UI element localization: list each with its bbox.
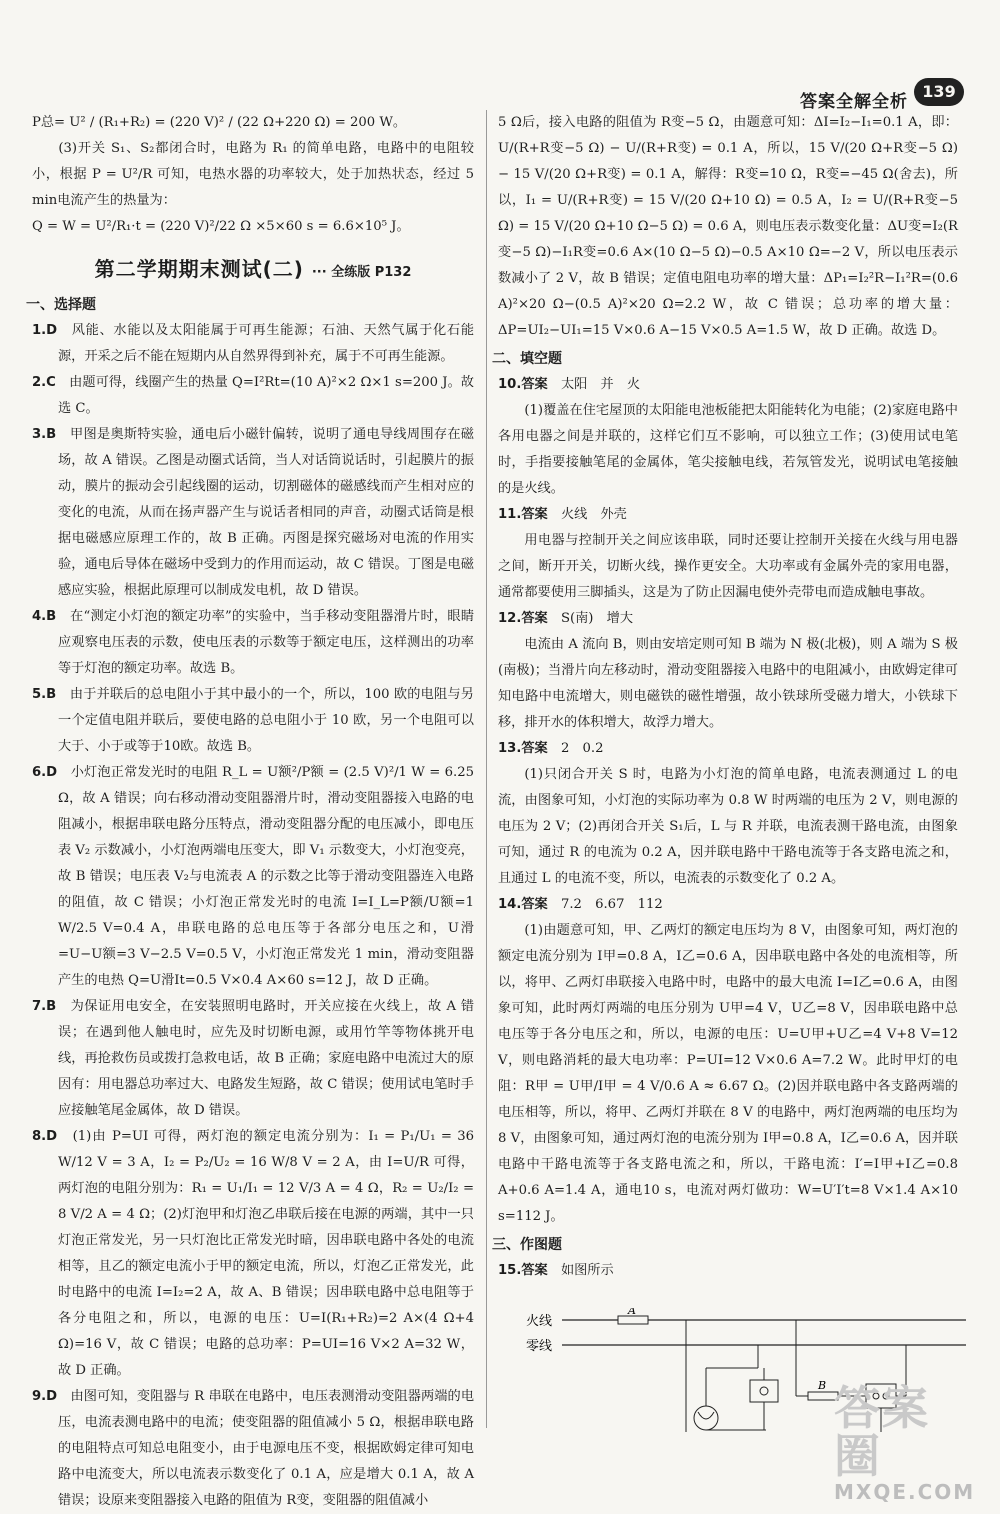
question-3 — [32, 422, 474, 604]
explanation: 为保证用电安全，在安装照明电路时，开关应接在火线上，故 A 错误；在遇到他人触电时，应先及时切断电源，或用竹竿等物体挑开电线，再抢救伤员或拨打急救电话，故 B 正确；家庭电路中电流过大的原因有：用电器总功率过大、电路发生短路，故 C 错误；使用试电笔时手应接触笔尾金属体，故 D 错误。 — [58, 999, 475, 1118]
explanation-14: (1)由题意可知，甲、乙两灯的额定电压均为 8 V，由图象可知，两灯泡的额定电流分别为 I甲=0.8 A，I乙=0.6 A，因串联电路中各处的电流相等，所以，将甲、乙两灯串联接入电路中时，电路中的最大电流 I=I乙=0.6 A，由图象可知，此时两灯两端的电压分别为 U甲=4 V，U乙=8 V，因串联电路中总电压等于各分电压之和，所以，电源的电压：U=U甲+U乙=4 V+8 V=12 V，则电路消耗的最大电功率：P=UI=12 V×0.6 A=7.2 W。此时甲灯的电阻：R甲 = U甲/I甲 = 4 V/0.6 A ≈ 6.67 Ω。(2)因并联电路中各支路两端的电压相等，所以，将甲、乙两灯并联在 8 V 的电路中，两灯泡两端的电压均为 8 V，由图象可知，通过两灯泡的电流分别为 I甲=0.8 A，I乙=0.6 A，因并联电路中干路电流等于各支路电流之和，所以，干路电流：I′=I甲+I乙=0.8 A+0.6 A=1.4 A，通电10 s，电流对两灯做功：W=U′I′t=8 V×1.4 A×10 s=112 J。 — [498, 923, 958, 1224]
answer-label: 15.答案 — [498, 1263, 548, 1278]
question-number: 9.D — [32, 1389, 58, 1404]
question-6 — [32, 760, 474, 994]
explanation: 小灯泡正常发光时的电阻 R_L = U额²/P额 = (2.5 V)²/1 W = 6.25 Ω，故 A 错误；向右移动滑动变阻器滑片时，滑动变阻器接入电路的电阻减小，根据串联电路分压特点，滑动变阻器分配的电压减小，即电压表 V₂ 示数减小，小灯泡两端电压变大，即 V₁ 示数变大，小灯泡变亮，故 B 错误；电压表 V₂与电流表 A 的示数之比等于滑动变阻器连入电路的阻值，故 C 错误；小灯泡正常发光时的电流 I=I_L=P额/U额=1 W/2.5 V=0.4 A，串联电路的总电压等于各部分电压之和，U滑=U−U额=3 V−2.5 V=0.5 V，小灯泡正常发光 1 min，滑动变阻器产生的电热 Q=U滑It=0.5 V×0.4 A×60 s=12 J，故 D 正确。 — [58, 765, 475, 988]
explanation: 由题可得，线圈产生的热量 Q=I²Rt=(10 A)²×2 Ω×1 s=200 J。故选 C。 — [58, 375, 474, 416]
explanation: 甲图是奥斯特实验，通电后小磁针偏转，说明了通电导线周围存在磁场，故 A 错误。乙图是动圈式话筒，当人对话筒说话时，引起膜片的振动，膜片的振动会引起线圈的运动，切割磁体的磁感线而产生相对应的变化的电流，从而在扬声器产生与说话者相同的声音，动圈式话筒是根据电磁感应原理工作的，故 B 正确。丙图是探究磁场对电流的作用实验，通电后导体在磁场中受到力的作用而运动，故 C 错误。丁图是电磁感应实验，根据此原理可以制成发电机，故 D 错误。 — [58, 427, 474, 598]
fuse-b-label: B — [818, 1379, 827, 1392]
question-8 — [32, 1124, 474, 1384]
paragraph: (3)开关 S₁、S₂都闭合时，电路为 R₁ 的简单电路，电路中的电阻较小，根据 P = U²/R 可知，电热水器的功率较大，处于加热状态，经过 5 min电流产生的热量为： — [32, 141, 474, 208]
section-heading: 二、填空题 — [492, 351, 562, 367]
question-9 — [32, 1384, 474, 1514]
question-5 — [32, 682, 474, 760]
question-number: 1.D — [32, 323, 58, 338]
question-number: 6.D — [32, 765, 58, 780]
answer-value: 太阳 并 火 — [560, 377, 641, 392]
lamp-filament-icon — [698, 1412, 714, 1419]
answer-value: 7.2 6.67 112 — [560, 897, 663, 912]
formula-line: P总= U² / (R₁+R₂) = (220 V)² / (22 Ω+220 Ω) = 200 W。 — [32, 115, 407, 130]
neutral-wire-label: 零线 — [526, 1339, 553, 1354]
answer-label: 11.答案 — [498, 507, 548, 522]
explanation-10: (1)覆盖在住宅屋顶的太阳能电池板能把太阳能转化为电能；(2)家庭电路中各用电器之间是并联的，这样它们互不影响，可以独立工作；(3)使用试电笔时，手指要接触笔尾的金属体，笔尖接触电线，若氖管发光，说明试电笔接触的是火线。 — [498, 403, 958, 496]
switch-knob-icon — [760, 1387, 768, 1395]
switch-icon — [750, 1380, 778, 1402]
question-7 — [32, 994, 474, 1124]
answer-label: 14.答案 — [498, 897, 548, 912]
formula-line: Q = W = U²/R₁·t = (220 V)²/22 Ω ×5×60 s = 6.6×10⁵ J。 — [32, 219, 410, 234]
watermark-text: 答案圈 — [834, 1381, 930, 1483]
section-heading: 一、选择题 — [26, 297, 96, 313]
watermark-logo — [834, 1381, 976, 1504]
question-number: 7.B — [32, 999, 57, 1014]
explanation-13: (1)只闭合开关 S 时，电路为小灯泡的简单电路，电流表测通过 L 的电流，由图象可知，小灯泡的实际功率为 0.8 W 时两端的电压为 2 V，则电源的电压为 2 V；(2)再闭合开关 S₁后，L 与 R 并联，电流表测干路电流，由图象可知，通过 R 的电流为 0.2 A，因并联电路中干路电流等于各支路电流之和，且通过 L 的电流不变，所以，电流表的示数变化了 0.2 A。 — [498, 767, 958, 886]
page-number: 139 — [914, 78, 964, 106]
explanation: 由于并联后的总电阻小于其中最小的一个，所以，100 欧的电阻与另一个定值电阻并联后，要使电路的总电阻小于 10 欧，另一个电阻可以大于、小于或等于10欧。故选 B。 — [58, 687, 474, 754]
answer-value: S(南) 增大 — [560, 611, 634, 626]
answer-label: 12.答案 — [498, 611, 548, 626]
answer-11 — [498, 502, 958, 528]
question-9-continued: 5 Ω后，接入电路的阻值为 R变−5 Ω，由题意可知：ΔI=I₂−I₁=0.1 A，即：U/(R+R变−5 Ω) − U/(R+R变) = 0.1 A，所以，15 V/(20 Ω+R变−5 Ω) − 15 V/(20 Ω+R变) = 0.1 A，解得：R变=10 Ω，R变=−45 Ω(舍去)，所以，I₁ = U/(R+R变) = 15 V/(20 Ω+10 Ω) = 0.5 A，I₂ = U/(R+R变−5 Ω) = 15 V/(20 Ω+10 Ω−5 Ω) = 0.6 A，则电压表示数变化量：ΔU变=I₂(R变−5 Ω)−I₁R变=0.6 A×(10 Ω−5 Ω)−0.5 A×10 Ω=−2 V，所以电压表示数减小了 2 V，故 B 错误；定值电阻电功率的增大量：ΔP₁=I₂²R−I₁²R=(0.6 A)²×20 Ω−(0.5 A)²×20 Ω=2.2 W，故 C 错误；总功率的增大量：ΔP=UI₂−UI₁=15 V×0.6 A−15 V×0.5 A=1.5 W，故 D 正确。故选 D。 — [498, 115, 958, 338]
explanation: (1)由 P=UI 可得，两灯泡的额定电流分别为：I₁ = P₁/U₁ = 36 W/12 V = 3 A，I₂ = P₂/U₂ = 16 W/8 V = 2 A，由 I=U/R 可得，两灯泡的电阻分别为：R₁ = U₁/I₁ = 12 V/3 A = 4 Ω，R₂ = U₂/I₂ = 8 V/2 A = 4 Ω；(2)灯泡甲和灯泡乙串联后接在电源的两端，其中一只灯泡正常发光，另一只灯泡比正常发光时暗，因串联电路中各处的电流相等，且乙的额定电流小于甲的额定电流，所以，灯泡乙正常发光，此时电路中的电流 I=I₂=2 A，故 A、B 错误；因串联电路中总电阻等于各分电阻之和，所以，电源的电压：U=I(R₁+R₂)=2 A×(4 Ω+4 Ω)=16 V，故 C 错误；电路的总功率：P=UI=16 V×2 A=32 W，故 D 正确。 — [58, 1129, 474, 1378]
answer-value: 2 0.2 — [560, 741, 604, 756]
question-number: 8.D — [32, 1129, 58, 1144]
live-wire-label: 火线 — [526, 1314, 553, 1329]
explanation: 在“测定小灯泡的额定功率”的实验中，当手移动变阻器滑片时，眼睛应观察电压表的示数，使电压表的示数等于额定电压，这样测出的功率等于灯泡的额定功率。故选 B。 — [58, 609, 475, 676]
question-number: 2.C — [32, 375, 56, 390]
answer-label: 13.答案 — [498, 741, 548, 756]
answer-14 — [498, 892, 958, 918]
question-1 — [32, 318, 474, 370]
right-column — [492, 110, 958, 1284]
explanation-12: 电流由 A 流向 B，则由安培定则可知 B 端为 N 极(北极)，则 A 端为 S 极(南极)；当滑片向左移动时，滑动变阻器接入电路中的电阻减小，由欧姆定律可知电路中电流增大，则电磁铁的磁性增强，故小铁球所受磁力增大，小铁球下移，排开水的体积增大，故浮力增大。 — [498, 637, 958, 730]
answer-12 — [498, 606, 958, 632]
header-title: 答案全解全析 — [800, 92, 908, 112]
watermark-url: MXQE.COM — [834, 1480, 976, 1504]
answer-13 — [498, 736, 958, 762]
question-number: 5.B — [32, 687, 57, 702]
question-4 — [32, 604, 474, 682]
test-title — [32, 256, 474, 286]
section-heading: 三、作图题 — [492, 1237, 562, 1253]
explanation: 由图可知，变阻器与 R 串联在电路中，电压表测滑动变阻器两端的电压，电流表测电路中的电流；使变阻器的阻值减小 5 Ω，根据串联电路的电阻特点可知总电阻变小，由于电源电压不变，根据欧姆定律可知电路中电流变大，所以电流表示数变化了 0.1 A，应是增大 0.1 A，故 A 错误；设原来变阻器接入电路的阻值为 R变，变阻器的阻值减小 — [58, 1389, 475, 1508]
answer-value: 如图所示 — [560, 1263, 614, 1278]
column-divider — [486, 110, 487, 1428]
explanation-11: 用电器与控制开关之间应该串联，同时还要让控制开关接在火线与用电器之间，断开开关，切断火线，操作更安全。大功率或有金属外壳的家用电器，通常都要使用三脚插头，这是为了防止因漏电使外壳带电而造成触电事故。 — [498, 533, 958, 600]
explanation: 风能、水能以及太阳能属于可再生能源；石油、天然气属于化石能源，开采之后不能在短期内从自然界得到补充，属于不可再生能源。 — [58, 323, 475, 364]
left-column — [26, 110, 475, 1514]
answer-15 — [498, 1258, 958, 1284]
question-2 — [32, 370, 474, 422]
question-number: 4.B — [32, 609, 57, 624]
test-title-text: 第二学期期末测试(二) — [94, 257, 304, 281]
question-number: 3.B — [32, 427, 57, 442]
fuse-a-label: A — [628, 1308, 636, 1317]
fuse-a-icon — [618, 1316, 648, 1324]
test-ref: ··· 全练版 P132 — [311, 265, 412, 280]
lamp-icon — [694, 1406, 718, 1430]
answer-value: 火线 外壳 — [560, 507, 627, 522]
page-header — [0, 0, 1000, 112]
answer-10 — [498, 372, 958, 398]
answer-label: 10.答案 — [498, 377, 548, 392]
